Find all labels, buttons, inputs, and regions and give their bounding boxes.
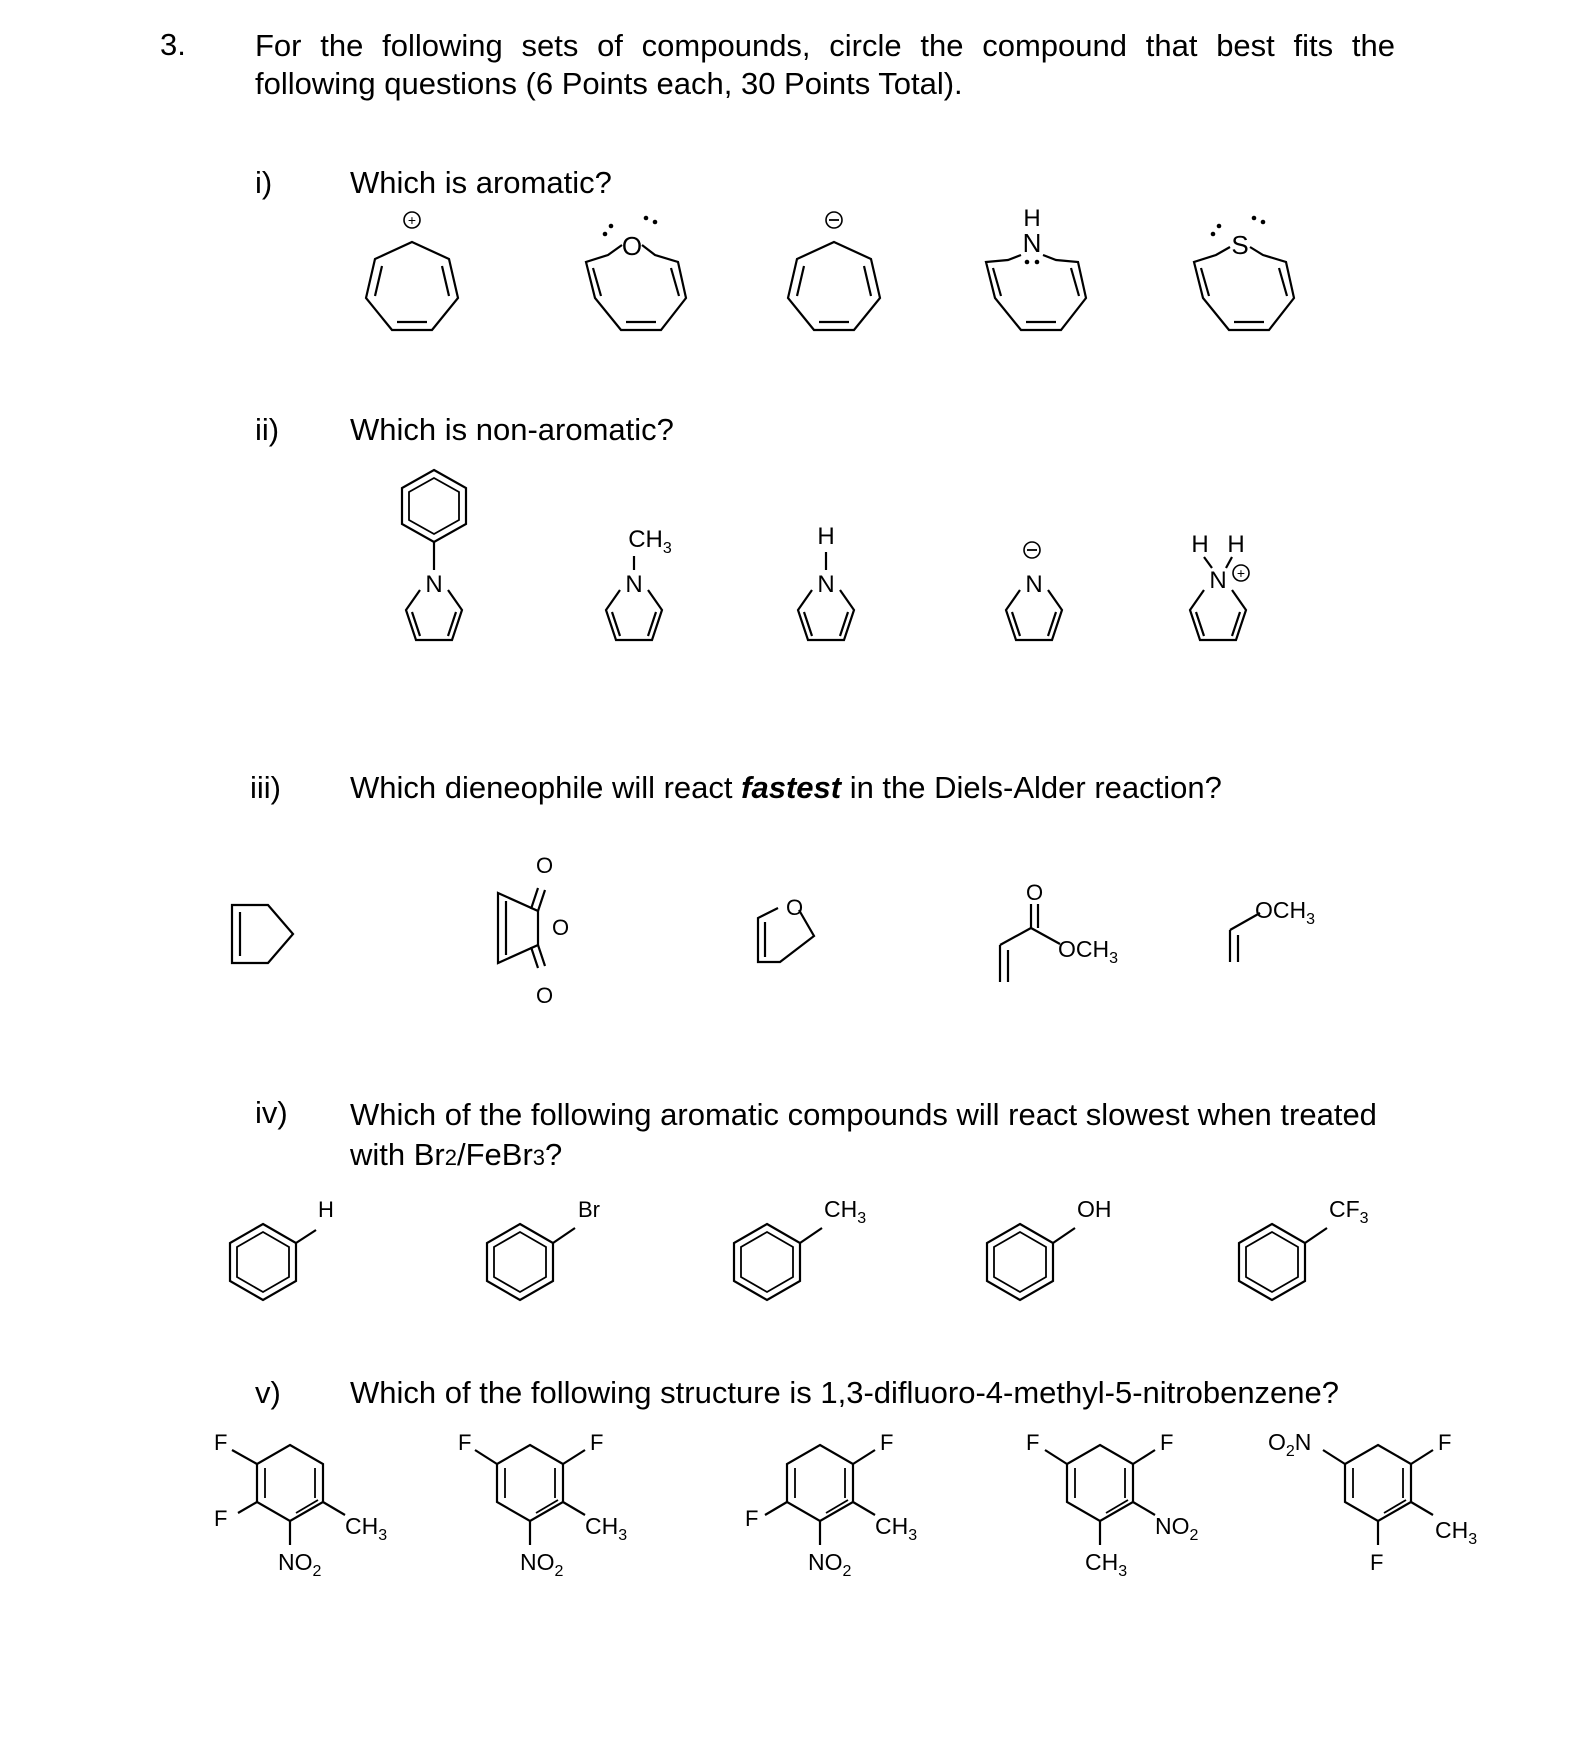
question-text-iii-a: Which dieneophile will react (350, 770, 742, 805)
iv-option-benzene[interactable] (230, 1197, 334, 1300)
question-text-v: Which of the following structure is 1,3-difluoro-4-methyl-5-nitrobenzene? (350, 1375, 1340, 1410)
atom-F: F (1438, 1430, 1452, 1455)
problem-number: 3. (160, 27, 186, 62)
v-option-b[interactable] (458, 1430, 627, 1580)
atom-O: O (552, 915, 570, 940)
atom-O: O (621, 231, 643, 261)
intro-line-2: following questions (6 Points each, 30 Points Total). (255, 66, 963, 101)
i-option-tropylium-cation[interactable] (366, 212, 458, 330)
question-text-iii-b: in the Diels-Alder reaction? (841, 770, 1222, 805)
atom-F: F (880, 1430, 894, 1455)
v-option-d[interactable] (1026, 1430, 1199, 1580)
atom-H: H (1227, 531, 1245, 558)
nitro-label: $O_2N$ (1268, 1429, 1312, 1460)
atom-F: F (1370, 1550, 1384, 1575)
v-option-a[interactable] (214, 1430, 387, 1580)
iii-option-methyl-acrylate[interactable] (1000, 880, 1118, 982)
iv-option-toluene[interactable] (734, 1196, 866, 1300)
svg-text:+: + (1236, 565, 1246, 581)
question-text-ii: Which is non-aromatic? (350, 412, 674, 447)
methyl-label: $CH_3$ (585, 1513, 628, 1544)
atom-N: N (625, 571, 643, 598)
iii-option-cyclopentene[interactable] (232, 905, 293, 963)
atom-N: N (1022, 228, 1042, 258)
nitro-label: $NO_2$ (278, 1549, 322, 1580)
question-label-iv: iv) (255, 1095, 288, 1130)
question-text-iv-line1: Which of the following aromatic compounds will react slowest when treated (350, 1097, 1377, 1132)
atom-F: F (214, 1506, 228, 1531)
iv-option-bromobenzene[interactable] (487, 1197, 600, 1300)
question-label-iii: iii) (250, 770, 281, 805)
methyl-label: $CH_3$ (628, 526, 672, 557)
question-label-ii: ii) (255, 412, 280, 447)
atom-F: F (1160, 1430, 1174, 1455)
atom-N: N (425, 571, 443, 598)
question-text-iii-emphasis: fastest (741, 770, 842, 805)
atom-O: O (536, 853, 554, 878)
plus-sign: + (407, 212, 417, 228)
methyl-label: $CH_3$ (824, 1196, 867, 1227)
atom-F: F (590, 1430, 604, 1455)
i-option-thiepin[interactable] (1194, 216, 1294, 330)
v-option-e[interactable] (1268, 1429, 1477, 1575)
ii-option-pyrrolide-anion[interactable] (1006, 542, 1062, 640)
atom-H: H (817, 523, 835, 550)
intro-line-1: For the following sets of compounds, circle the compound that best fits the (255, 28, 1395, 63)
atom-F: F (458, 1430, 472, 1455)
atom-S: S (1231, 230, 1249, 260)
methoxy-label: $OCH_3$ (1058, 936, 1119, 967)
i-option-azepine[interactable] (986, 205, 1086, 330)
iv-option-phenol[interactable] (987, 1196, 1112, 1300)
atom-F: F (214, 1430, 228, 1455)
nitro-label: $NO_2$ (808, 1549, 852, 1580)
lone-pair-dots (1025, 260, 1040, 265)
methyl-label: $CH_3$ (875, 1513, 918, 1544)
atom-O: O (786, 895, 804, 920)
question-text-iv-line2: with Br2/FeBr3? (350, 1137, 563, 1172)
atom-N: N (1209, 567, 1227, 594)
ii-option-n-phenylpyrrole[interactable] (402, 470, 466, 640)
iv-option-trifluoromethylbenzene[interactable] (1239, 1196, 1369, 1300)
atom-H: H (318, 1197, 334, 1222)
atom-F: F (745, 1506, 759, 1531)
nitro-label: $NO_2$ (1155, 1513, 1199, 1544)
methyl-label: $CH_3$ (1435, 1517, 1478, 1548)
atom-O: O (536, 983, 554, 1008)
trifluoromethyl-label: $CF_3$ (1329, 1196, 1369, 1227)
atom-N: N (817, 571, 835, 598)
methyl-label: $CH_3$ (1085, 1549, 1128, 1580)
atom-N: N (1025, 571, 1043, 598)
question-label-i: i) (255, 165, 273, 200)
atom-Br: Br (578, 1197, 600, 1222)
question-label-v: v) (255, 1375, 281, 1410)
i-option-cycloheptatrienyl-anion[interactable] (788, 212, 880, 330)
iii-option-methyl-vinyl-ether[interactable] (1230, 897, 1315, 962)
atom-O: O (1026, 880, 1044, 905)
ii-option-pyrrole[interactable] (798, 523, 854, 640)
ii-option-n-methylpyrrole[interactable] (606, 526, 672, 640)
atom-H: H (1023, 205, 1041, 232)
nitro-label: $NO_2$ (520, 1549, 564, 1580)
methoxy-label: $OCH_3$ (1255, 897, 1316, 928)
iii-option-maleic-anhydride[interactable] (498, 853, 569, 1008)
ii-option-pyrrolium-cation[interactable] (1190, 531, 1249, 640)
v-option-c[interactable] (745, 1430, 917, 1580)
i-option-oxepin[interactable] (586, 216, 686, 330)
question-text-i: Which is aromatic? (350, 165, 612, 200)
iii-option-dihydrofuran[interactable] (758, 895, 814, 962)
hydroxyl-label: OH (1077, 1196, 1112, 1222)
atom-H: H (1191, 531, 1209, 558)
atom-F: F (1026, 1430, 1040, 1455)
methyl-label: $CH_3$ (345, 1513, 388, 1544)
